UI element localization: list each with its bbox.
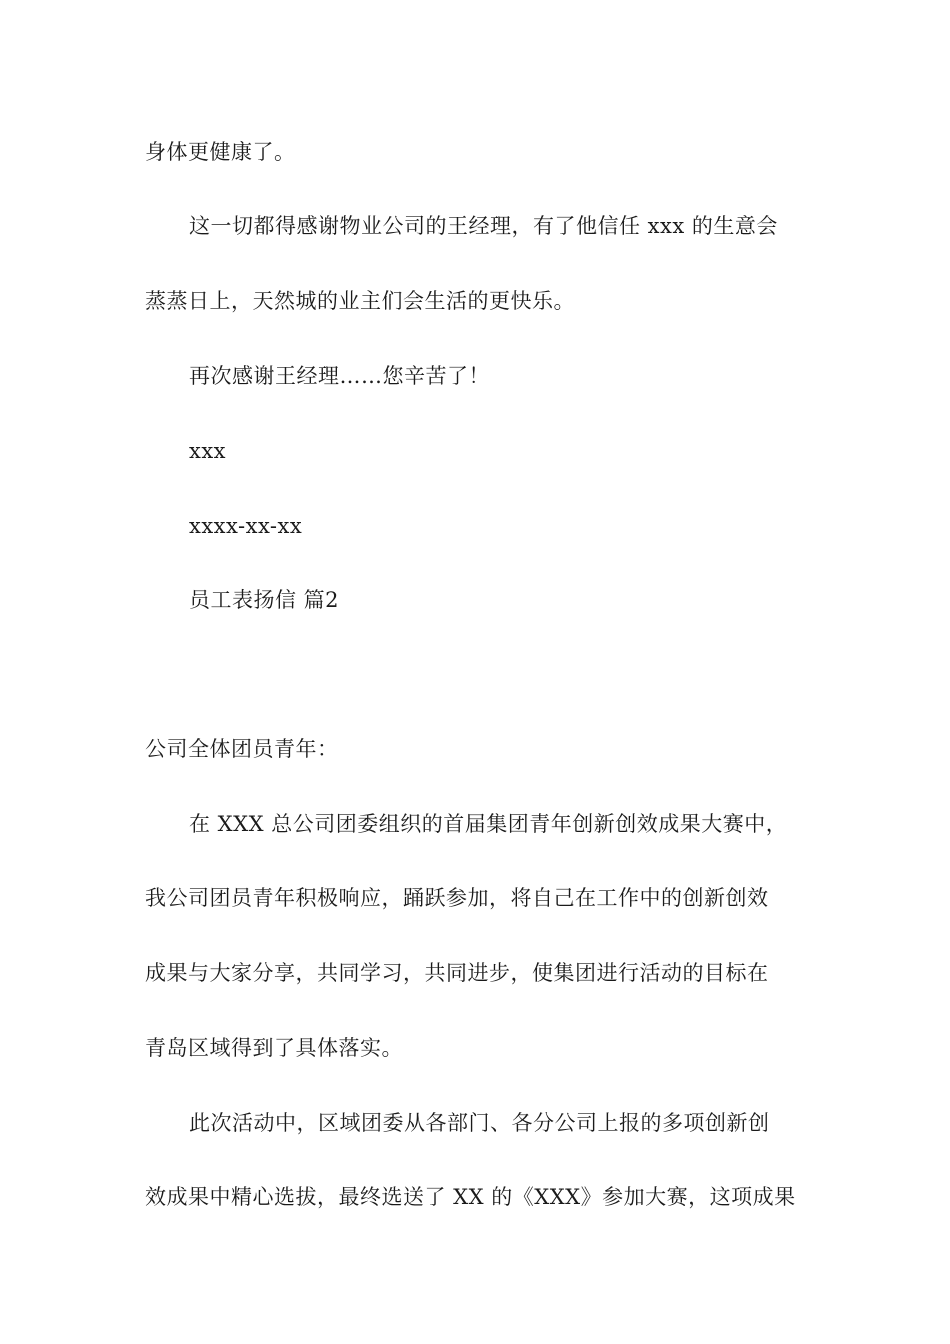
salutation: 公司全体团员青年： [145, 737, 339, 761]
paragraph-line: 身体更健康了。 [145, 140, 296, 164]
paragraph-line: 此次活动中，区域团委从各部门、各分公司上报的多项创新创 [189, 1111, 770, 1135]
paragraph-line: 我公司团员青年积极响应，踊跃参加，将自己在工作中的创新创效 [145, 886, 769, 910]
paragraph-line: 蒸蒸日上，天然城的业主们会生活的更快乐。 [145, 289, 575, 313]
paragraph-line: 再次感谢王经理……您辛苦了！ [189, 364, 490, 388]
section-title: 员工表扬信 篇2 [189, 588, 340, 612]
paragraph-line: 青岛区域得到了具体落实。 [145, 1036, 403, 1060]
paragraph-line: 成果与大家分享，共同学习，共同进步，使集团进行活动的目标在 [145, 961, 769, 985]
paragraph-line: 这一切都得感谢物业公司的王经理，有了他信任 xxx 的生意会 [189, 214, 778, 238]
paragraph-line: 在 XXX 总公司团委组织的首届集团青年创新创效成果大赛中， [189, 812, 788, 836]
signature-name: xxx [189, 439, 227, 463]
signature-date: xxxx-xx-xx [189, 514, 303, 538]
paragraph-line: 效成果中精心选拔，最终选送了 XX 的《XXX》参加大赛，这项成果 [145, 1185, 796, 1209]
